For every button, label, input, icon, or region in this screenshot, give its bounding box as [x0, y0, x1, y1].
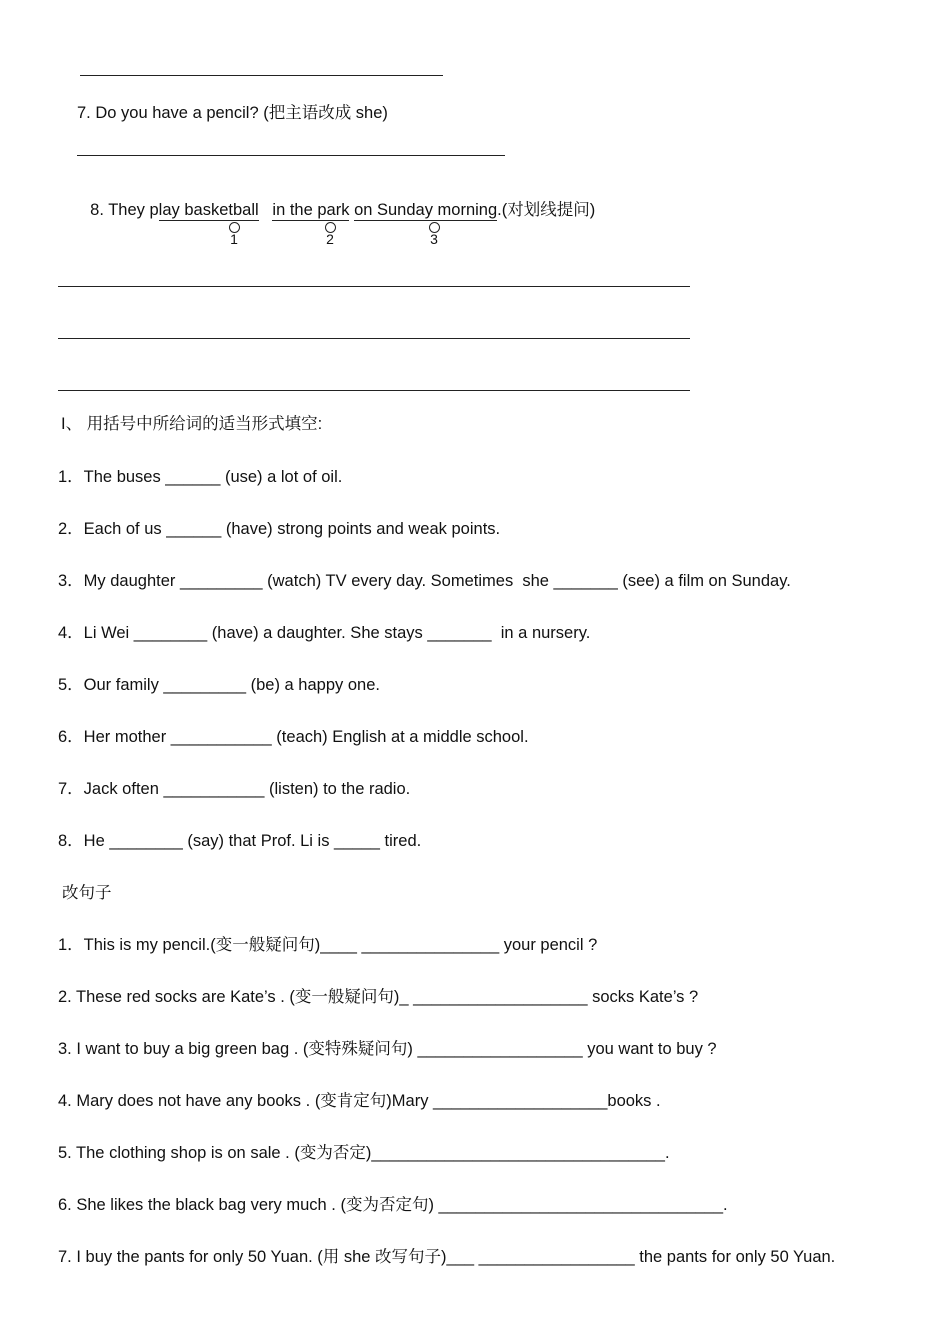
answer-line	[58, 286, 690, 287]
fill-item-6: 6．Her mother ___________ (teach) English at a middle school.	[58, 728, 529, 746]
marker-1: 1	[228, 222, 240, 245]
question-8-top	[81, 177, 595, 220]
section-heading-rewrite: 改句子	[62, 884, 112, 902]
q8-underlined-part-2: in the park	[272, 201, 350, 219]
rewrite-item-5: 5. The clothing shop is on sale . (变为否定)________________________________.	[58, 1144, 670, 1162]
rewrite-item-2: 2. These red socks are Kate’s . (变一般疑问句)_ ___________________ socks Kate’s ?	[58, 988, 699, 1006]
rewrite-item-4: 4. Mary does not have any books . (变肯定句)Mary ___________________books .	[58, 1092, 661, 1110]
fill-item-3: 3．My daughter _________ (watch) TV every day. Sometimes she _______ (see) a film on Sunday.	[58, 572, 791, 590]
rewrite-item-6: 6. She likes the black bag very much . (变为否定句) _______________________________.	[58, 1196, 728, 1214]
fill-item-2: 2．Each of us ______ (have) strong points and weak points.	[58, 520, 501, 538]
answer-line	[80, 75, 443, 76]
marker-2: 2	[324, 222, 336, 245]
rewrite-item-3: 3. I want to buy a big green bag . (变特殊疑问句) __________________ you want to buy ?	[58, 1040, 717, 1058]
rewrite-item-1: 1．This is my pencil.(变一般疑问句)____ _______________ your pencil ?	[58, 936, 598, 954]
fill-item-1: 1．The buses ______ (use) a lot of oil.	[58, 468, 343, 486]
q8-underlined-part-1: lay basketball	[158, 201, 259, 219]
q8-prefix: 8. They p	[90, 201, 159, 219]
fill-item-7: 7．Jack often ___________ (listen) to the radio.	[58, 780, 411, 798]
answer-line	[58, 338, 690, 339]
fill-item-5: 5．Our family _________ (be) a happy one.	[58, 676, 380, 694]
section-heading-fill: I、 用括号中所给词的适当形式填空:	[61, 415, 323, 433]
rewrite-item-7: 7. I buy the pants for only 50 Yuan. (用 she 改写句子)___ _________________ the pants for only 50 Yuan.	[58, 1248, 836, 1266]
fill-item-8: 8．He ________ (say) that Prof. Li is _____ tired.	[58, 832, 422, 850]
q8-suffix: .(对划线提问)	[497, 201, 596, 219]
marker-3: 3	[428, 222, 440, 245]
question-7-top: 7. Do you have a pencil? (把主语改成 she)	[77, 104, 388, 122]
q8-underlined-part-3: on Sunday morning	[354, 201, 498, 219]
fill-item-4: 4．Li Wei ________ (have) a daughter. She stays _______ in a nursery.	[58, 624, 591, 642]
answer-line	[77, 155, 505, 156]
answer-line	[58, 390, 690, 391]
